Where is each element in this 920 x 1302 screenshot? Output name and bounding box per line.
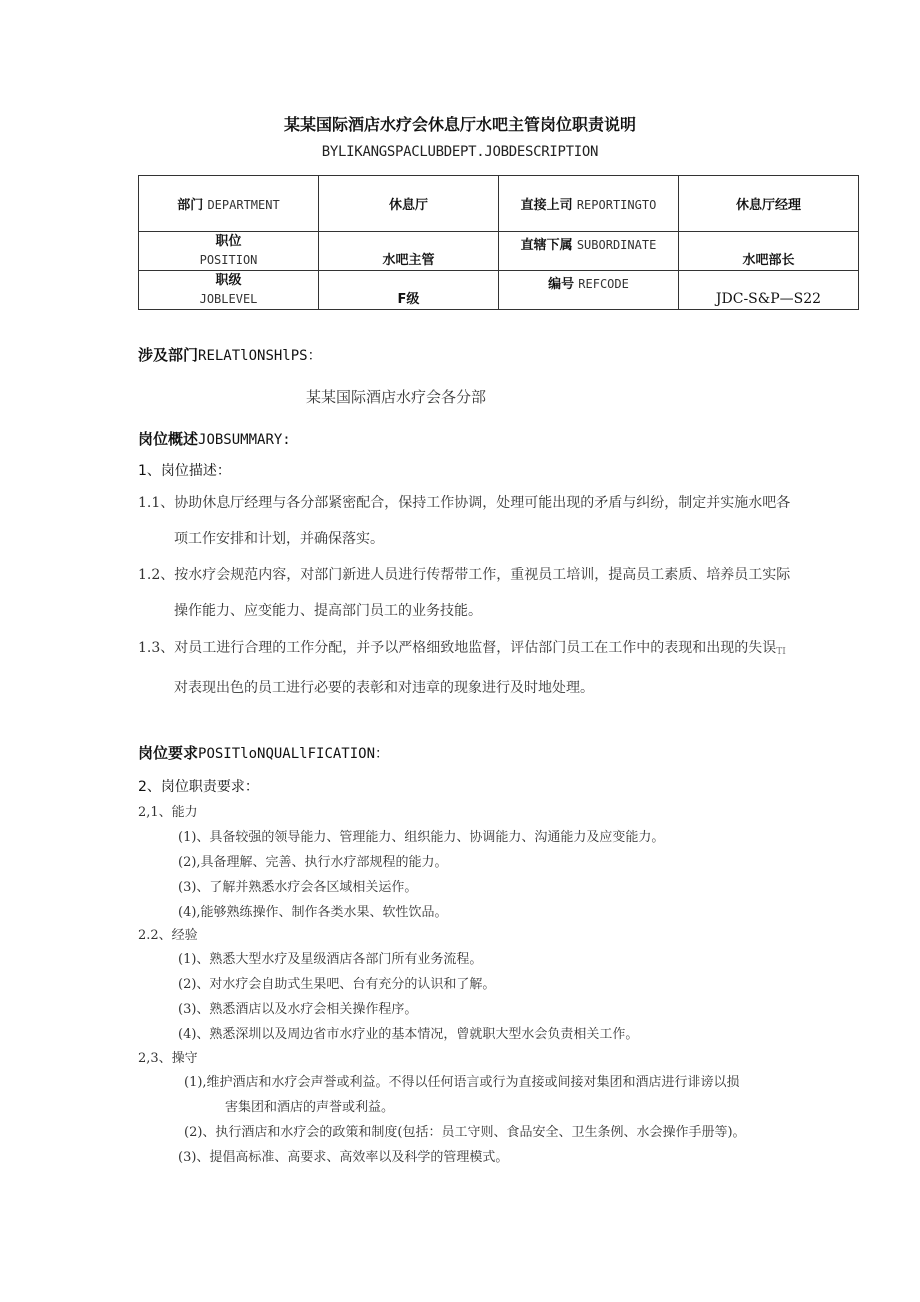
refcode-value: JDC-S&P—S22 [715,291,822,307]
page-title: 某某国际酒店水疗会休息厅水吧主管岗位职责说明 [283,115,636,134]
department-label-en: DEPARTMENT [207,198,280,212]
conduct-title: 2,3、操守 [138,1051,198,1066]
summary-item-1-line1: 1.1、协助休息厅经理与各分部紧密配合，保持工作协调，处理可能出现的矛盾与纠纷，制定并实施水吧各 [138,495,791,511]
reporting-label-en: REPORTINGTO [576,198,657,212]
refcode-value-cell [679,271,859,310]
position-label-en: POSITION [199,253,258,267]
level-label-en: JOBLEVEL [199,292,258,306]
experience-item-2: (2)、对水疗会自助式生果吧、台有充分的认识和了解。 [178,977,496,992]
summary-item-3-mark: TI [776,647,786,657]
conduct-item-3: (3)、提倡高标准、高要求、高效率以及科学的管理模式。 [178,1150,509,1165]
level-label: 职级 [215,273,242,288]
refcode-label: 编号 [548,277,575,292]
level-value-cell [319,271,499,310]
department-label: 部门 [177,198,204,213]
refcode-label-en: REFCODE [578,277,629,291]
position-label-cell [139,232,319,271]
qualification-heading [138,742,389,763]
summary-subheading: 1、岗位描述： [138,463,231,479]
summary-item-3 [138,630,858,706]
subordinate-value: 水吧部长 [742,253,795,268]
reporting-value: 休息厅经理 [735,198,801,213]
summary-item-2-line2: 操作能力、应变能力、提高部门员工的业务技能。 [174,603,482,619]
summary-item-1-line2: 项工作安排和计划，并确保落实。 [174,531,384,547]
position-label: 职位 [215,234,242,249]
relationships-heading-cn: 涉及部门 [138,346,199,364]
summary-item-1 [138,485,858,557]
subordinate-label-en: SUBORDINATE [576,238,657,252]
summary-item-3-line1: 1.3、对员工进行合理的工作分配，并予以严格细致地监督，评估部门员工在工作中的表现和出现的失误 [138,640,777,656]
ability-item-1: (1)、具备较强的领导能力、管理能力、组织能力、协调能力、沟通能力及应变能力。 [178,830,665,845]
subordinate-label: 直辖下属 [520,238,573,253]
qualification-subheading: 2、岗位职责要求： [138,779,259,795]
summary-item-2-line1: 1.2、按水疗会规范内容，对部门新进人员进行传帮带工作，重视员工培训，提高员工素质、培养员工实际 [138,567,791,583]
relationships-value: 某某国际酒店水疗会各分部 [306,388,487,406]
ability-item-2: (2),具备理解、完善、执行水疗部规程的能力。 [178,855,448,870]
level-value: F级 [397,292,420,307]
reporting-label: 直接上司 [520,198,573,213]
ability-item-3: (3)、了解并熟悉水疗会各区域相关运作。 [178,880,418,895]
summary-heading [138,428,291,449]
page-subtitle: BYLIKANGSPACLUBDEPT.JOBDESCRIPTION [321,144,599,160]
refcode-label-cell [499,271,679,310]
ability-item-4: (4),能够熟练操作、制作各类水果、软性饮品。 [178,905,448,920]
summary-item-2 [138,557,858,629]
subordinate-label-cell [499,232,679,271]
relationships-heading-en: RELATlONSHlPS： [198,348,322,364]
conduct-item-1-line2: 害集团和酒店的声誉或利益。 [225,1100,395,1115]
conduct-item-1-line1: (1),维护酒店和水疗会声誉或利益。不得以任何语言或行为直接或间接对集团和酒店进行诽谤以损 [184,1075,740,1090]
experience-item-1: (1)、熟悉大型水疗及星级酒店各部门所有业务流程。 [178,952,483,967]
conduct-item-2: (2)、执行酒店和水疗会的政策和制度(包括：员工守则、食品安全、卫生条例、水会操作手册等)。 [184,1125,746,1140]
summary-heading-en: JOBSUMMARY: [198,432,291,448]
relationships-heading [138,344,322,365]
ability-title: 2,1、能力 [138,805,198,820]
department-value: 休息厅 [388,198,428,213]
department-label-cell [139,176,319,232]
experience-title: 2.2、经验 [138,928,198,943]
position-value: 水吧主管 [382,253,435,268]
position-value-cell [319,232,499,271]
qualification-heading-cn: 岗位要求 [138,744,199,762]
subordinate-value-cell [679,232,859,271]
qualification-heading-en: POSITloNQUALlFICATION： [198,746,390,762]
department-value-cell [319,176,499,232]
reporting-label-cell [499,176,679,232]
summary-heading-cn: 岗位概述 [138,430,199,448]
experience-item-3: (3)、熟悉酒店以及水疗会相关操作程序。 [178,1002,418,1017]
level-label-cell [139,271,319,310]
reporting-value-cell [679,176,859,232]
experience-item-4: (4)、熟悉深圳以及周边省市水疗业的基本情况，曾就职大型水会负责相关工作。 [178,1027,639,1042]
info-table [138,175,859,310]
summary-item-3-line2: 对表现出色的员工进行必要的表彰和对违章的现象进行及时地处理。 [174,680,594,696]
